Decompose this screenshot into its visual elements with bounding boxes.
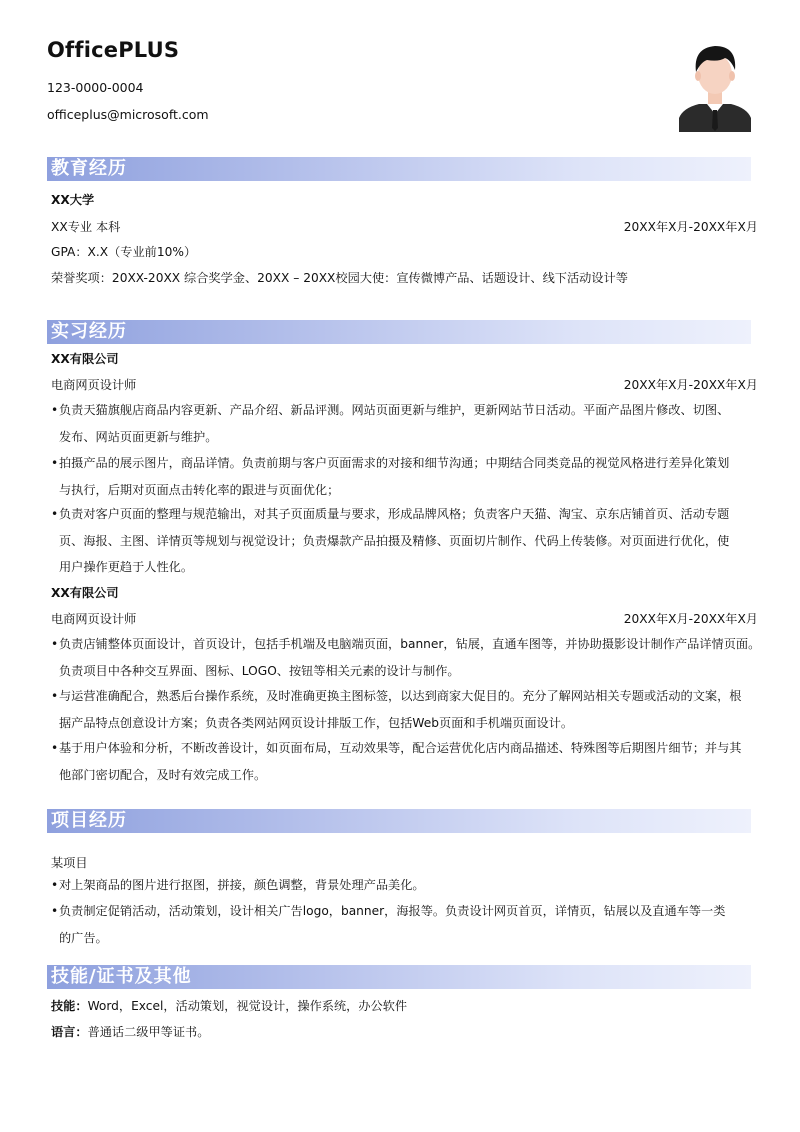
language-line — [51, 1024, 209, 1040]
section-header-internship — [47, 320, 751, 344]
bullet-item: •基于用户体验和分析，不断改善设计，如页面布局，互动效果等，配合运营优化店内商品描述、特殊图等后期图片细节；并与其 他部门密切配合，及时有效完成工作。 — [51, 741, 742, 782]
candidate-name: OfficePLUS — [47, 38, 180, 62]
section-title: 技能/证书及其他 — [51, 966, 192, 987]
major-degree: XX专业 本科 — [51, 220, 121, 234]
skills-value: Word，Excel，活动策划，视觉设计，操作系统，办公软件 — [87, 999, 408, 1013]
language-value: 普通话二级甲等证书。 — [87, 1025, 210, 1039]
section-title: 项目经历 — [51, 810, 127, 831]
company-name: XX有限公司 — [51, 352, 119, 366]
language-label: 语言： — [51, 1025, 88, 1039]
bullet-item: •负责天猫旗舰店商品内容更新、产品介绍、新品评测。网站页面更新与维护，更新网站节日活动。平面产品图片修改、切图、 发布、网站页面更新与维护。 — [51, 403, 730, 444]
bullet-item: •负责制定促销活动，活动策划，设计相关广告logo，banner，海报等。负责设计网页首页，详情页，钻展以及直通车等一类 的广告。 — [51, 904, 726, 945]
section-header-skills — [47, 965, 751, 989]
job-role: 电商网页设计师 — [51, 612, 137, 626]
section-header-projects — [47, 809, 751, 833]
bullet-item: •对上架商品的图片进行抠图，拼接，颜色调整，背景处理产品美化。 — [51, 878, 425, 892]
skills-label: 技能： — [51, 999, 88, 1013]
job-date: 20XX年X月-20XX年X月 — [623, 378, 758, 392]
email-address: officeplus@microsoft.com — [47, 107, 209, 122]
project-name: 某项目 — [51, 856, 88, 870]
avatar-icon — [679, 40, 751, 132]
honors: 荣誉奖项：20XX-20XX 综合奖学金、20XX – 20XX校园大使：宣传微博产品、话题设计、线下活动设计等 — [51, 271, 628, 285]
education-date: 20XX年X月-20XX年X月 — [623, 220, 758, 234]
company-name: XX有限公司 — [51, 586, 119, 600]
section-title: 实习经历 — [51, 321, 127, 342]
job-date: 20XX年X月-20XX年X月 — [623, 612, 758, 626]
section-title: 教育经历 — [51, 158, 127, 179]
job-role: 电商网页设计师 — [51, 378, 137, 392]
skills-line — [51, 998, 407, 1014]
gpa: GPA：X.X（专业前10%） — [51, 245, 197, 259]
bullet-item: •与运营准确配合，熟悉后台操作系统，及时准确更换主图标签，以达到商家大促目的。充分了解网站相关专题或活动的文案，根 据产品特点创意设计方案；负责各类网站网页设计排版工作，包括Web页面和手机端页面设计。 — [51, 689, 742, 730]
bullet-item: •拍摄产品的展示图片，商品详情。负责前期与客户页面需求的对接和细节沟通；中期结合同类竞品的视觉风格进行差异化策划 与执行，后期对页面点击转化率的跟进与页面优化； — [51, 456, 730, 497]
bullet-item: •负责对客户页面的整理与规范输出，对其子页面质量与要求，形成品牌风格；负责客户天猫、淘宝、京东店铺首页、活动专题 页、海报、主图、详情页等规划与视觉设计；负责爆款产品拍摄及精修、页面切片制作、代码上传装修。对页面进行优化，使 用户操作更趋于人性化。 — [51, 507, 730, 574]
section-header-education — [47, 157, 751, 181]
bullet-item: •负责店铺整体页面设计，首页设计，包括手机端及电脑端页面，banner，钻展，直通车图等，并协助摄影设计制作产品详情页面。 负责项目中各种交互界面、图标、LOGO、按钮等相关元素的设计与制作。 — [51, 637, 761, 678]
school-name: XX大学 — [51, 193, 95, 207]
phone-number: 123-0000-0004 — [47, 80, 144, 95]
